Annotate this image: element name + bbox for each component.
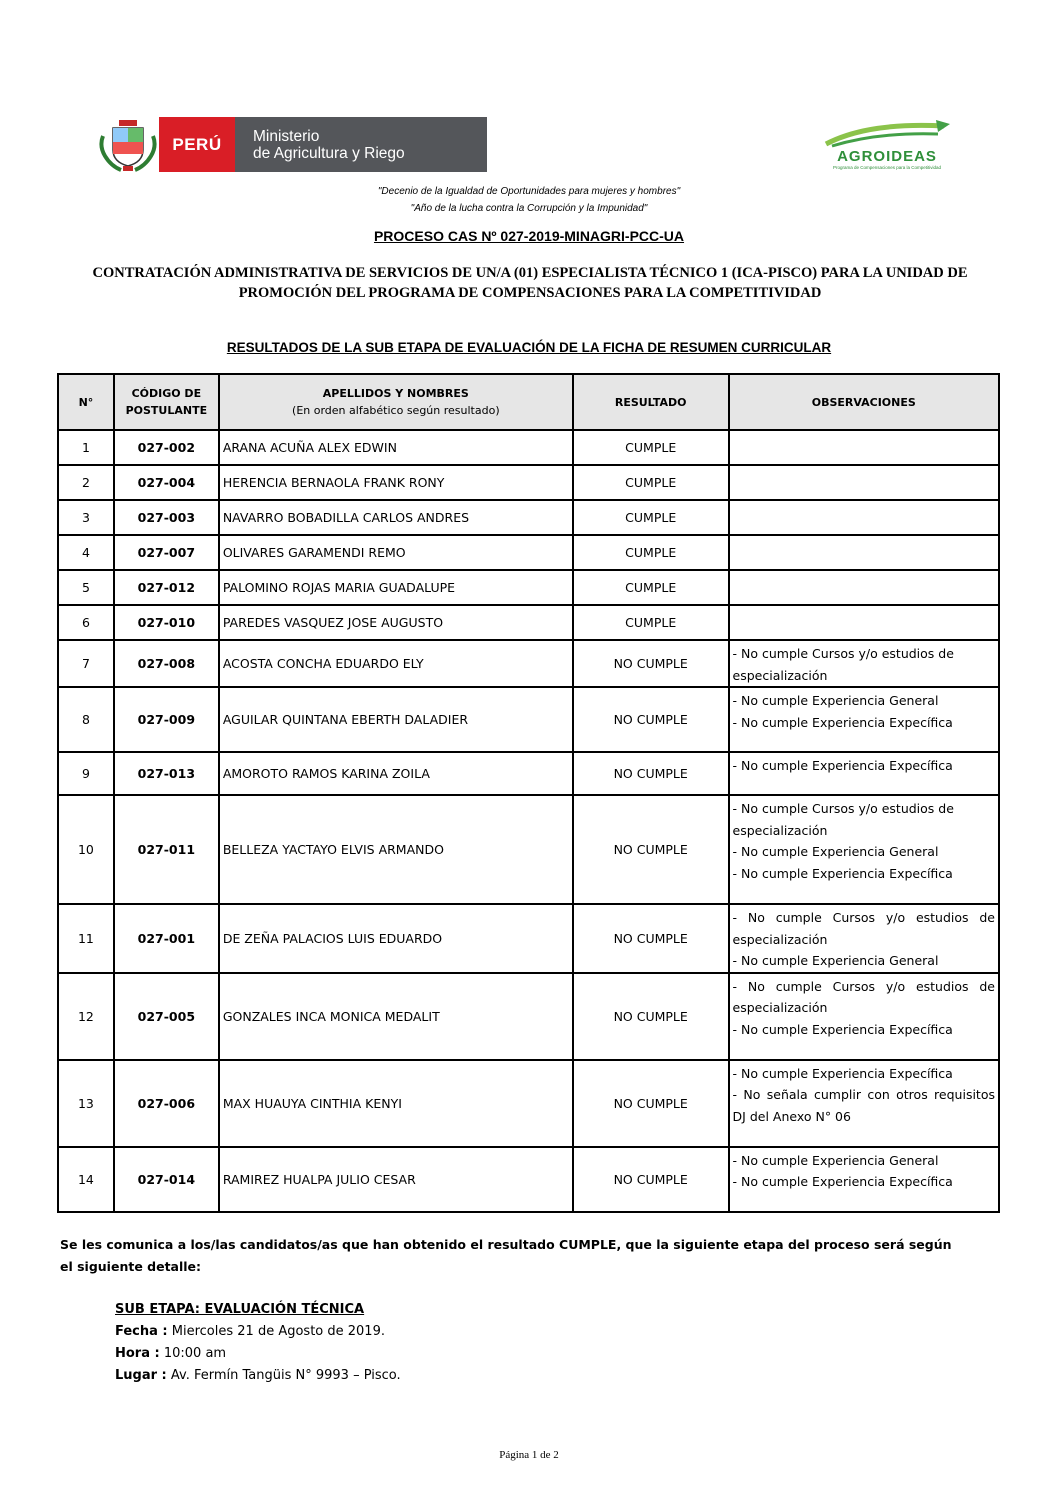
result-status: NO CUMPLE (573, 973, 729, 1060)
place-line (115, 1365, 401, 1387)
ministry-line-1: Ministerio (253, 127, 320, 145)
agroideas-name: AGROIDEAS (837, 148, 937, 165)
observation-line: - No cumple Experiencia General (732, 693, 939, 708)
observations-cell (729, 687, 999, 752)
applicant-name: MAX HUAUYA CINTHIA KENYI (219, 1060, 573, 1147)
observations-cell (729, 430, 999, 465)
date-label: Fecha : (115, 1324, 168, 1339)
applicant-code: 027-013 (114, 752, 219, 795)
applicant-code: 027-008 (114, 640, 219, 687)
row-number: 1 (58, 430, 114, 465)
header-code-line-1: CÓDIGO DE (131, 387, 202, 400)
row-number: 7 (58, 640, 114, 687)
agroideas-tagline: Programa de Compensaciones para la Competitividad (832, 165, 942, 170)
header-observations: OBSERVACIONES (729, 374, 999, 430)
time-line (115, 1343, 401, 1365)
applicant-name: DE ZEÑA PALACIOS LUIS EDUARDO (219, 904, 573, 973)
observation-line: - No cumple Experiencia Expecífica (732, 714, 953, 730)
applicant-code: 027-014 (114, 1147, 219, 1212)
applicant-name: RAMIREZ HUALPA JULIO CESAR (219, 1147, 573, 1212)
result-status: CUMPLE (573, 465, 729, 500)
row-number: 14 (58, 1147, 114, 1212)
applicant-code: 027-005 (114, 973, 219, 1060)
applicant-code: 027-011 (114, 795, 219, 904)
observation-line: - No cumple Experiencia Expecífica (732, 865, 953, 881)
slogan-decenio: "Decenio de la Igualdad de Oportunidades para mujeres y hombres" (377, 186, 681, 197)
applicant-code: 027-003 (114, 500, 219, 535)
observations-cell (729, 973, 999, 1060)
applicant-name: GONZALES INCA MONICA MEDALIT (219, 973, 573, 1060)
result-status: NO CUMPLE (573, 904, 729, 973)
table-row (58, 535, 999, 570)
observations-cell (729, 795, 999, 904)
observation-line: - No cumple Cursos y/o estudios de especialización (732, 910, 995, 947)
ministry-logo (97, 116, 487, 174)
applicant-name: ARANA ACUÑA ALEX EDWIN (219, 430, 573, 465)
result-status: NO CUMPLE (573, 687, 729, 752)
result-status: NO CUMPLE (573, 795, 729, 904)
row-number: 5 (58, 570, 114, 605)
table-row (58, 795, 999, 904)
observation-line: - No cumple Experiencia General (732, 1152, 939, 1168)
result-status: CUMPLE (573, 605, 729, 640)
result-status: NO CUMPLE (573, 1060, 729, 1147)
date-value: Miercoles 21 de Agosto de 2019. (167, 1324, 385, 1339)
result-status: NO CUMPLE (573, 640, 729, 687)
applicant-name: BELLEZA YACTAYO ELVIS ARMANDO (219, 795, 573, 904)
date-line (115, 1321, 401, 1343)
table-row (58, 605, 999, 640)
observation-line: - No cumple Cursos y/o estudios de especialización (732, 646, 954, 683)
result-status: NO CUMPLE (573, 1147, 729, 1212)
result-status: CUMPLE (573, 570, 729, 605)
results-body (58, 430, 999, 1212)
table-row (58, 1060, 999, 1147)
result-status: CUMPLE (573, 500, 729, 535)
observations-cell (729, 500, 999, 535)
observation-line: - No cumple Cursos y/o estudios de especialización (732, 978, 995, 1015)
header-name (219, 374, 573, 430)
header-num: N° (58, 374, 114, 430)
observations-cell (729, 1060, 999, 1147)
observations-cell (729, 465, 999, 500)
result-status: NO CUMPLE (573, 752, 729, 795)
applicant-name: PALOMINO ROJAS MARIA GUADALUPE (219, 570, 573, 605)
agroideas-swoosh-icon (818, 118, 956, 148)
peru-label: PERÚ (159, 117, 235, 172)
observations-cell (729, 605, 999, 640)
applicant-code: 027-009 (114, 687, 219, 752)
table-row (58, 1147, 999, 1212)
applicant-code: 027-010 (114, 605, 219, 640)
observation-line: - No cumple Experiencia General (732, 953, 939, 968)
table-row (58, 640, 999, 687)
ministry-line-2: de Agricultura y Riego (253, 144, 405, 162)
row-number: 11 (58, 904, 114, 973)
observation-line: - No cumple Experiencia General (732, 844, 939, 859)
observation-line: - No cumple Cursos y/o estudios de especialización (732, 801, 954, 838)
table-row (58, 570, 999, 605)
row-number: 12 (58, 973, 114, 1060)
place-label: Lugar : (115, 1368, 167, 1383)
observation-line: - No cumple Experiencia Expecífica (732, 758, 953, 773)
table-row (58, 973, 999, 1060)
observation-line: - No cumple Experiencia Expecífica (732, 1174, 953, 1189)
agroideas-logo (818, 118, 956, 174)
observations-cell (729, 904, 999, 973)
header-name-line-2: (En orden alfabético según resultado) (292, 404, 500, 417)
observation-line: - No cumple Experiencia Expecífica (732, 1065, 953, 1081)
next-stage-details (115, 1299, 401, 1387)
ministry-name (235, 117, 487, 172)
observations-cell (729, 640, 999, 687)
table-row (58, 752, 999, 795)
applicant-name: AGUILAR QUINTANA EBERTH DALADIER (219, 687, 573, 752)
applicant-code: 027-001 (114, 904, 219, 973)
applicant-code: 027-002 (114, 430, 219, 465)
time-value: 10:00 am (159, 1346, 227, 1361)
result-status: CUMPLE (573, 430, 729, 465)
applicant-code: 027-012 (114, 570, 219, 605)
observation-line: - No cumple Experiencia Expecífica (732, 1021, 953, 1037)
observation-line: - No señala cumplir con otros requisitos DJ del Anexo N° 06 (732, 1087, 995, 1124)
observations-cell (729, 752, 999, 795)
applicant-name: NAVARRO BOBADILLA CARLOS ANDRES (219, 500, 573, 535)
time-label: Hora : (115, 1346, 160, 1361)
result-status: CUMPLE (573, 535, 729, 570)
peru-coat-of-arms-icon (97, 116, 159, 174)
row-number: 6 (58, 605, 114, 640)
row-number: 13 (58, 1060, 114, 1147)
applicant-code: 027-007 (114, 535, 219, 570)
main-title: CONTRATACIÓN ADMINISTRATIVA DE SERVICIOS DE UN/A (01) ESPECIALISTA TÉCNICO 1 (ICA-PISCO) PARA LA UNIDAD DE PROMOCIÓN DEL PROGRAMA DE COMPENSACIONES PARA LA COMPETITIVIDAD (92, 265, 968, 301)
applicant-code: 027-004 (114, 465, 219, 500)
header-name-line-1: APELLIDOS Y NOMBRES (322, 387, 469, 400)
process-title: PROCESO CAS Nº 027-2019-MINAGRI-PCC-UA (373, 228, 685, 244)
results-title: RESULTADOS DE LA SUB ETAPA DE EVALUACIÓN DE LA FICHA DE RESUMEN CURRICULAR (226, 340, 832, 355)
place-value: Av. Fermín Tangüis N° 9993 – Pisco. (166, 1368, 401, 1383)
row-number: 2 (58, 465, 114, 500)
table-row (58, 500, 999, 535)
notice-text: Se les comunica a los/las candidatos/as que han obtenido el resultado CUMPLE, que la siguiente etapa del proceso será según el siguiente detalle: (60, 1237, 952, 1274)
applicant-name: ACOSTA CONCHA EDUARDO ELY (219, 640, 573, 687)
page-number: Página 1 de 2 (499, 1449, 559, 1461)
table-row (58, 465, 999, 500)
table-row (58, 687, 999, 752)
slogan-year: "Año de la lucha contra la Corrupción y la Impunidad" (410, 203, 648, 214)
applicant-name: PAREDES VASQUEZ JOSE AUGUSTO (219, 605, 573, 640)
row-number: 9 (58, 752, 114, 795)
applicant-name: AMOROTO RAMOS KARINA ZOILA (219, 752, 573, 795)
row-number: 3 (58, 500, 114, 535)
row-number: 10 (58, 795, 114, 904)
observations-cell (729, 1147, 999, 1212)
observations-cell (729, 535, 999, 570)
applicant-name: OLIVARES GARAMENDI REMO (219, 535, 573, 570)
header-code-line-2: POSTULANTE (125, 404, 208, 417)
row-number: 4 (58, 535, 114, 570)
results-table (57, 373, 1000, 1213)
header-code (114, 374, 219, 430)
table-header-row (58, 374, 999, 430)
header-result: RESULTADO (573, 374, 729, 430)
table-row (58, 904, 999, 973)
row-number: 8 (58, 687, 114, 752)
applicant-code: 027-006 (114, 1060, 219, 1147)
next-stage-title: SUB ETAPA: EVALUACIÓN TÉCNICA (115, 1302, 365, 1317)
table-row (58, 430, 999, 465)
observations-cell (729, 570, 999, 605)
applicant-name: HERENCIA BERNAOLA FRANK RONY (219, 465, 573, 500)
